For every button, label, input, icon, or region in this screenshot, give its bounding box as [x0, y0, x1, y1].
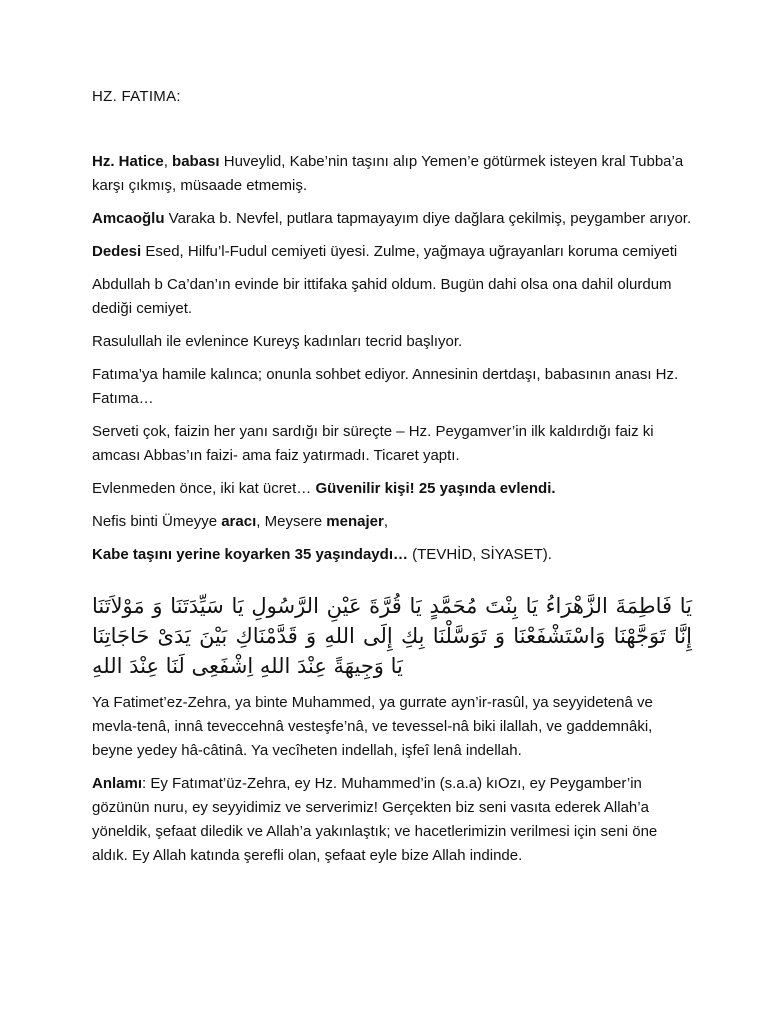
page-title: HZ. FATIMA:: [92, 88, 181, 105]
paragraph-nefis: [92, 510, 692, 534]
paragraph-amcaoglu: [92, 207, 692, 231]
bold-term: Hz. Hatice: [92, 153, 164, 170]
paragraph-rasulullah: Rasulullah ile evlenince Kureyş kadınları tecrid başlıyor.: [92, 333, 463, 350]
text-run: : Ey Fatımat’üz-Zehra, ey Hz. Muhammed’in (s.a.a) kıOzı, ey Peygamber’in gözünün nuru, ey seyyidimiz ve serverimiz! Gerçekten biz seni vasıta ederek Allah’a yöneldik, şefaat diledik ve Allah’a yakınlaştık; ve hacetlerimizin verilmesi için seni öne aldık. Ey Allah katında şerefli olan, şefaat eyle bize Allah indinde.: [92, 775, 658, 864]
paragraph-evlenmeden: [92, 477, 692, 501]
text-run: Esed, Hilfu’l-Fudul cemiyeti üyesi. Zulme, yağmaya uğrayanları koruma cemiyeti: [141, 243, 678, 260]
text-run: Evlenmeden önce, iki kat ücret…: [92, 480, 316, 497]
text-run: Varaka b. Nevfel, putlara tapmayayım diye dağlara çekilmiş, peygamber arıyor.: [164, 210, 692, 227]
transliteration: Ya Fatimet’ez-Zehra, ya binte Muhammed, ya gurrate ayn’ir-rasûl, ya seyyidetenâ ve mevla-tenâ, innâ teveccehnâ vesteşfe’nâ, ve tevessel-nâ biki ilallah, ve gaddemnâki, beyne yedey hâ-câtinâ. Ya vecîheten indellah, işfeî lenâ indellah.: [92, 694, 653, 759]
paragraph-meaning: [92, 772, 692, 868]
bold-term: Amcaoğlu: [92, 210, 165, 227]
paragraph-abdullah: Abdullah b Ca’dan’ın evinde bir ittifaka şahid oldum. Bugün dahi olsa ona dahil olurdum dediği cemiyet.: [92, 276, 672, 317]
paragraph-fatima: Fatıma’ya hamile kalınca; onunla sohbet ediyor. Annesinin dertdaşı, babasının anası Hz. Fatıma…: [92, 366, 679, 407]
text-run: (TEVHİD, SİYASET).: [407, 546, 552, 563]
bold-term: Kabe taşını yerine koyarken 35 yaşındaydı…: [92, 546, 408, 563]
paragraph-hatice: [92, 150, 692, 198]
document-body: [92, 150, 692, 877]
text-run: Nefis binti Ümeyye: [92, 513, 222, 530]
bold-term: Güvenilir kişi! 25 yaşında evlendi.: [315, 480, 556, 497]
bold-term: aracı: [221, 513, 257, 530]
text-run: ,: [383, 513, 389, 530]
bold-term: babası: [172, 153, 220, 170]
paragraph-kabe: [92, 543, 692, 567]
text-run: , Meysere: [256, 513, 327, 530]
paragraph-dedesi: [92, 240, 692, 264]
arabic-prayer: يَا فَاطِمَةَ الزَّهْرَاءُ يَا بِنْتَ مُحَمَّدٍ يَا قُرَّةَ عَيْنِ الرَّسُولِ يَا سَيِّدَتَنَا وَ مَوْلاَتَنَا إِنَّا تَوَجَّهْنَا وَاسْتَشْفَعْنَا وَ تَوَسَّلْنَا بِكِ إِلَى اللهِ وَ قَدَّمْنَاكِ بَيْنَ يَدَىْ حَاجَاتِنَا يَا وَجِيهَةً عِنْدَ اللهِ اِشْفَعِى لَنَا عِنْدَ اللهِ: [92, 594, 692, 678]
text-run: ,: [163, 153, 173, 170]
bold-term: menajer: [326, 513, 384, 530]
paragraph-serveti: Serveti çok, faizin her yanı sardığı bir süreçte – Hz. Peygamver’in ilk kaldırdığı faiz ki amcası Abbas’ın faizi- ama faiz yatırmadı. Ticaret yaptı.: [92, 423, 654, 464]
text-run: Huveylid, Kabe’nin taşını alıp Yemen’e götürmek isteyen kral Tubba’a karşı çıkmış, müsaade etmemiş.: [92, 153, 684, 194]
bold-term: Anlamı: [92, 775, 143, 792]
bold-term: Dedesi: [92, 243, 142, 260]
